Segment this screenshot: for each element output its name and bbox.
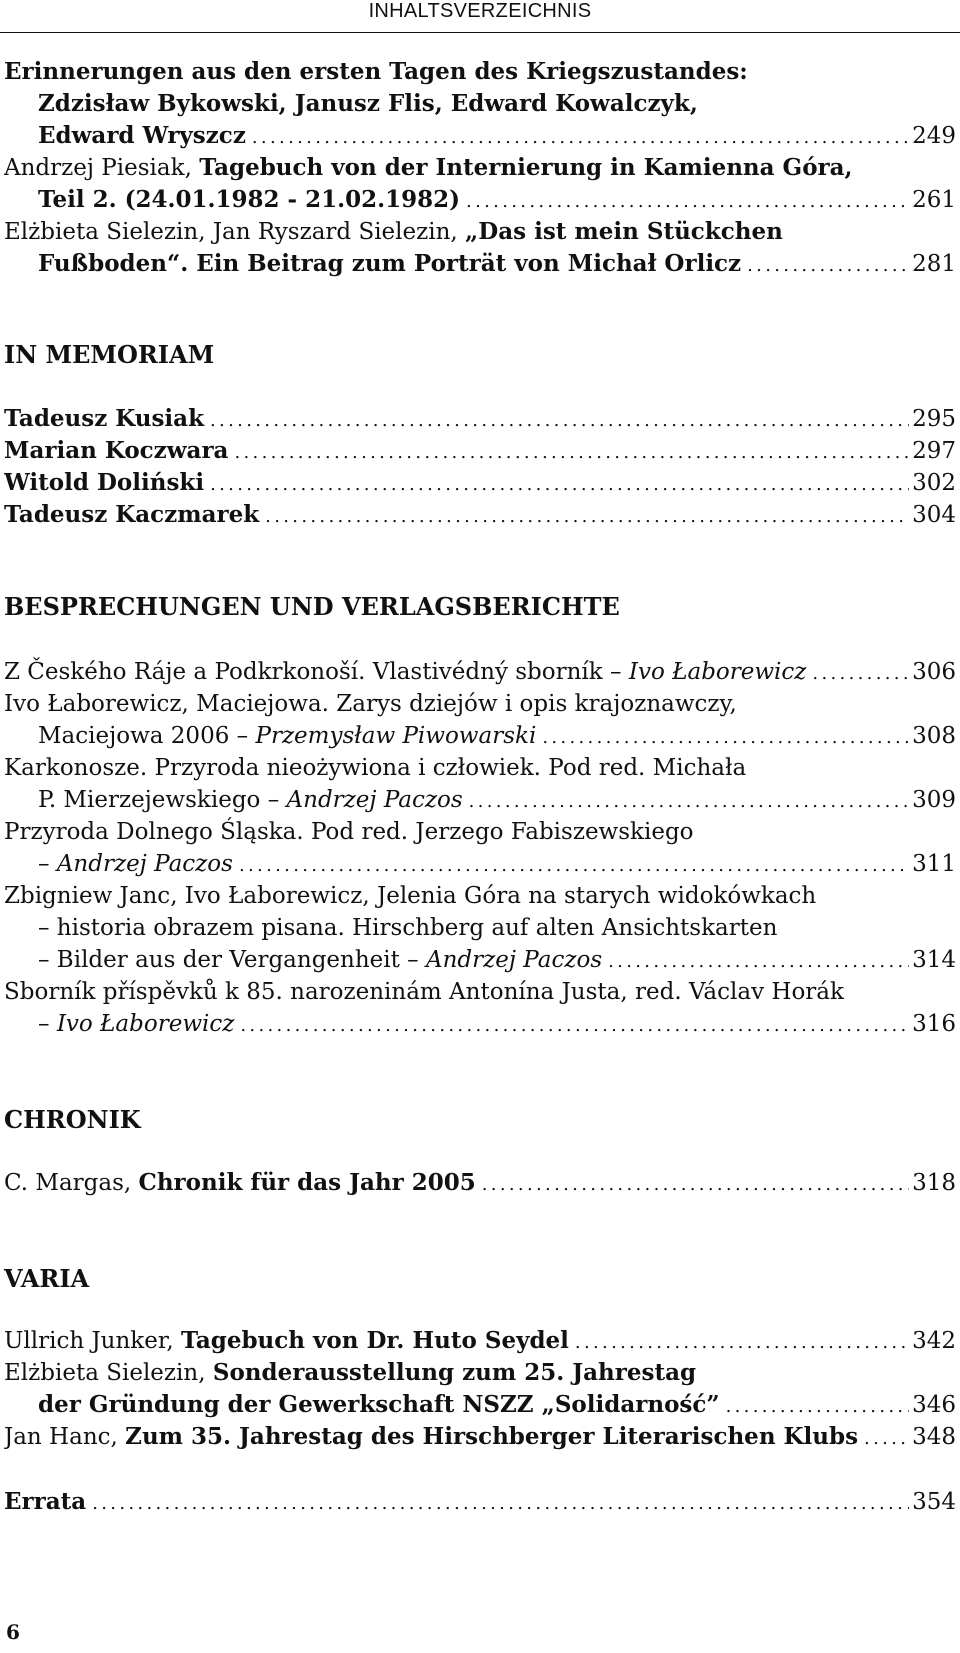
section-title-errata: Errata — [4, 1488, 87, 1515]
page-number: 316 — [912, 1011, 956, 1037]
entry-author: Ullrich Junker, — [4, 1328, 181, 1354]
toc-entry-line — [4, 688, 956, 720]
entry-author: Elżbieta Sielezin, Jan Ryszard Sielezin, — [4, 219, 466, 245]
dot-leader — [747, 248, 909, 280]
page-number: 348 — [912, 1424, 956, 1450]
page-number: 318 — [912, 1170, 956, 1196]
page-number: 346 — [912, 1392, 956, 1418]
running-head: INHALTSVERZEICHNIS — [368, 0, 592, 22]
entry-title: Tagebuch von Dr. Huto Seydel — [180, 1327, 569, 1354]
entry-title: der Gründung der Gewerkschaft NSZZ „Solidarność” — [38, 1391, 720, 1418]
toc-entry-line — [4, 1357, 956, 1389]
section-title-varia: VARIA — [4, 1264, 90, 1293]
dot-leader — [482, 1167, 909, 1199]
entry-title: – — [38, 851, 57, 877]
toc-entry-line — [4, 752, 956, 784]
page-number: 281 — [912, 251, 956, 277]
entry-title: Tagebuch von der Internierung in Kamienna Góra, — [199, 154, 853, 181]
toc-entry-line — [4, 1421, 956, 1453]
page-number: 308 — [912, 723, 956, 749]
entry-title: Erinnerungen aus den ersten Tagen des Kriegszustandes: — [4, 58, 748, 85]
toc-entry-line — [4, 403, 956, 435]
page-number: 314 — [912, 947, 956, 973]
toc-entry-line — [4, 216, 956, 248]
dot-leader — [864, 1421, 909, 1453]
page-number: 304 — [912, 502, 956, 528]
dot-leader — [608, 944, 909, 976]
dot-leader — [240, 1008, 909, 1040]
entry-title: Przyroda Dolnego Śląska. Pod red. Jerzego Fabiszewskiego — [4, 819, 694, 845]
toc-entry-line — [4, 56, 956, 88]
entry-title: Tadeusz Kaczmarek — [4, 501, 260, 528]
entry-author: C. Margas, — [4, 1170, 139, 1196]
toc-entry-line — [4, 656, 956, 688]
toc-entry-line — [4, 1167, 956, 1199]
entry-title: Fußboden“. Ein Beitrag zum Porträt von Michał Orlicz — [38, 250, 742, 277]
entry-title: Witold Doliński — [4, 469, 205, 496]
toc-entry-line — [4, 467, 956, 499]
entry-title: Karkonosze. Przyroda nieożywiona i człowiek. Pod red. Michała — [4, 755, 747, 781]
toc-entry-line — [38, 912, 956, 944]
dot-leader — [265, 499, 909, 531]
entry-reviewer: Przemysław Piwowarski — [255, 723, 537, 749]
entry-reviewer: Ivo Łaborewicz — [628, 659, 807, 685]
entry-title: – historia obrazem pisana. Hirschberg auf alten Ansichtskarten — [38, 915, 778, 941]
header-rule — [0, 32, 960, 33]
page-number: 302 — [912, 470, 956, 496]
toc-entry-line — [38, 1008, 956, 1040]
toc-entry-line — [4, 976, 956, 1008]
page-folio: 6 — [6, 1620, 20, 1644]
page-number: 342 — [912, 1328, 956, 1354]
toc-entry-line — [4, 152, 956, 184]
page-number: 249 — [912, 123, 956, 149]
toc-entry-line — [38, 184, 956, 216]
entry-title: Ivo Łaborewicz, Maciejowa. Zarys dziejów i opis krajoznawczy, — [4, 691, 737, 717]
page-number: 295 — [912, 406, 956, 432]
dot-leader — [210, 467, 909, 499]
toc-entry-line — [38, 848, 956, 880]
dot-leader — [542, 720, 909, 752]
dot-leader — [812, 656, 909, 688]
dot-leader — [252, 120, 909, 152]
entry-title: – — [38, 1011, 57, 1037]
dot-leader — [469, 784, 909, 816]
entry-title: Maciejowa 2006 – — [38, 723, 256, 749]
toc-entry-line — [38, 1389, 956, 1421]
entry-title: Z Českého Ráje a Podkrkonoší. Vlastivédný sborník – — [4, 659, 629, 685]
dot-leader — [234, 435, 909, 467]
dot-leader — [239, 848, 909, 880]
toc-entry-line — [38, 944, 956, 976]
entry-title: Zbigniew Janc, Ivo Łaborewicz, Jelenia Góra na starych widokówkach — [4, 883, 817, 909]
page-number: 306 — [912, 659, 956, 685]
dot-leader — [575, 1325, 909, 1357]
entry-title: – Bilder aus der Vergangenheit – — [38, 947, 426, 973]
entry-author: Jan Hanc, — [4, 1424, 126, 1450]
toc-entry-line — [38, 720, 956, 752]
entry-title: Zum 35. Jahrestag des Hirschberger Literarischen Klubs — [125, 1423, 859, 1450]
entry-reviewer: Ivo Łaborewicz — [56, 1011, 235, 1037]
entry-title: Sborník příspěvků k 85. narozeninám Antonína Justa, red. Václav Horák — [4, 979, 844, 1005]
entry-title: Chronik für das Jahr 2005 — [138, 1169, 476, 1196]
toc-entry-line — [4, 435, 956, 467]
toc-entry-line — [38, 120, 956, 152]
toc-entry-line — [4, 1486, 956, 1518]
page-number: 261 — [912, 187, 956, 213]
toc-entry-line — [38, 88, 956, 120]
page-number: 309 — [912, 787, 956, 813]
entry-title: Sonderausstellung zum 25. Jahrestag — [212, 1359, 697, 1386]
toc-entry-line — [38, 784, 956, 816]
entry-authors: Zdzisław Bykowski, Janusz Flis, Edward Kowalczyk, — [38, 90, 698, 117]
entry-reviewer: Andrzej Paczos — [286, 787, 463, 813]
section-title-besprechungen: BESPRECHUNGEN UND VERLAGSBERICHTE — [4, 592, 620, 621]
toc-entry-line — [4, 816, 956, 848]
section-title-in-memoriam: IN MEMORIAM — [4, 340, 215, 369]
section-title-chronik: CHRONIK — [4, 1105, 141, 1134]
entry-title: Marian Koczwara — [4, 437, 229, 464]
entry-author: Elżbieta Sielezin, — [4, 1360, 213, 1386]
page-number: 297 — [912, 438, 956, 464]
entry-reviewer: Andrzej Paczos — [56, 851, 233, 877]
toc-entry-line — [4, 880, 956, 912]
dot-leader — [466, 184, 909, 216]
entry-title: Tadeusz Kusiak — [4, 405, 205, 432]
toc-entry-line — [38, 248, 956, 280]
entry-authors: Edward Wryszcz — [38, 122, 246, 149]
entry-reviewer: Andrzej Paczos — [426, 947, 603, 973]
dot-leader — [92, 1486, 909, 1518]
entry-title: P. Mierzejewskiego – — [38, 787, 287, 813]
toc-entry-line — [4, 1325, 956, 1357]
entry-author: Andrzej Piesiak, — [4, 155, 200, 181]
entry-title: Teil 2. (24.01.1982 - 21.02.1982) — [38, 186, 461, 213]
dot-leader — [726, 1389, 910, 1421]
dot-leader — [210, 403, 909, 435]
toc-entry-line — [4, 499, 956, 531]
entry-title: „Das ist mein Stückchen — [465, 218, 783, 245]
page-number: 311 — [912, 851, 956, 877]
page-number: 354 — [912, 1489, 956, 1515]
